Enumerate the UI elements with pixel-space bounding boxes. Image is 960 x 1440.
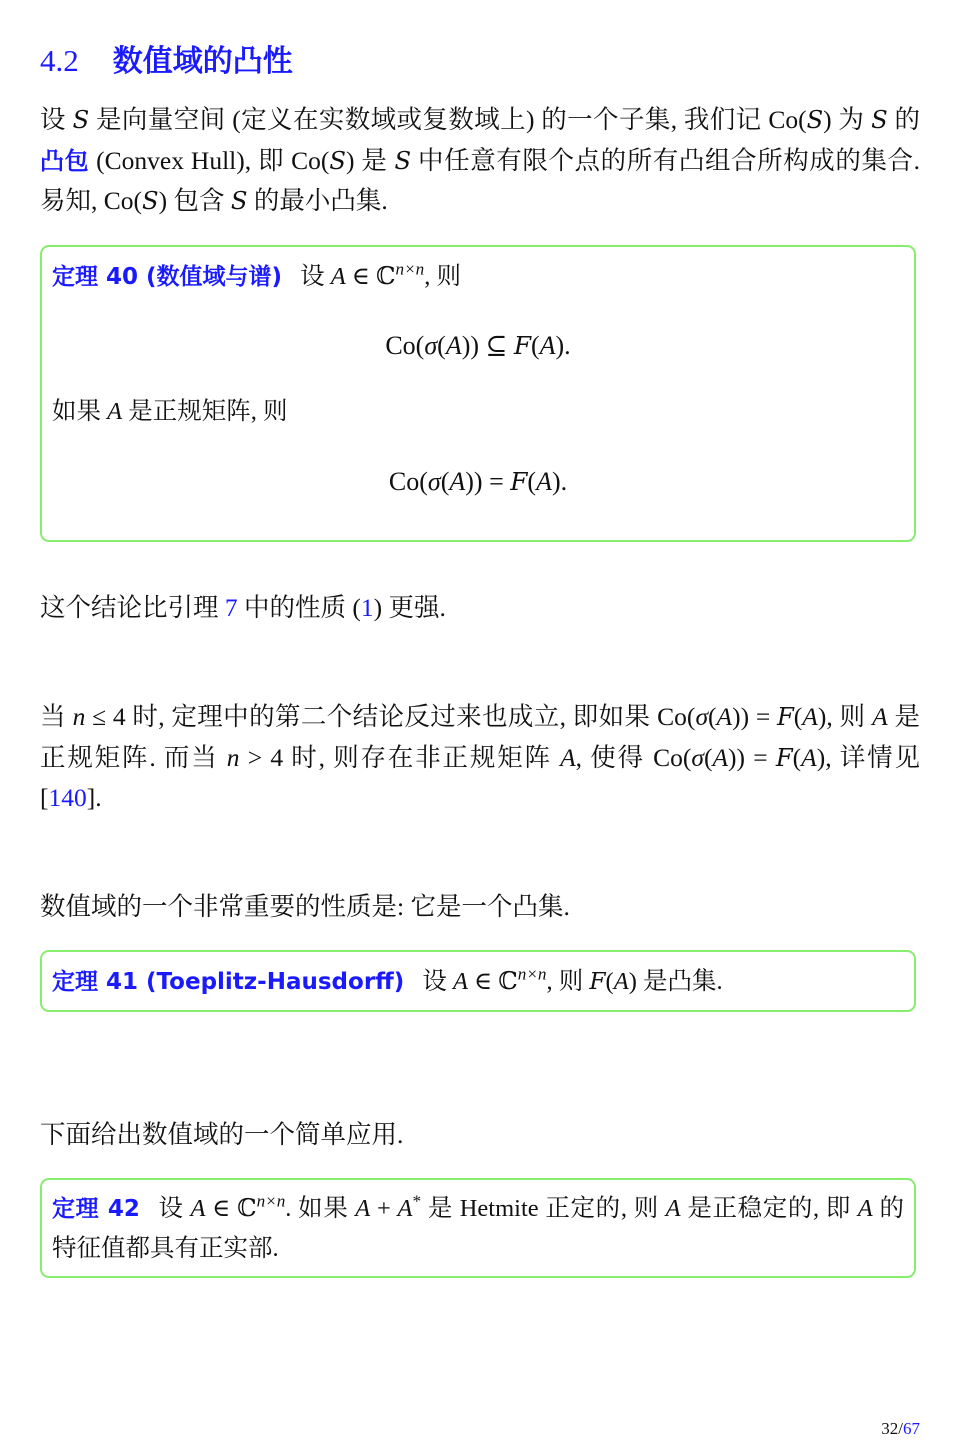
math-sigma: σ [695, 702, 709, 731]
text: ) 是 [345, 145, 395, 175]
section-number: 4.2 [40, 43, 79, 78]
math-a: A [539, 331, 556, 360]
text: 当 [40, 702, 73, 731]
text: ) 更强. [373, 593, 446, 622]
text: 的特征值都具有正实部. [52, 1195, 905, 1262]
text: 这个结论比引理 [40, 593, 225, 622]
text: 是正稳定的, 即 [680, 1195, 858, 1222]
label-text: 定理 42 [52, 1196, 140, 1222]
math-sigma: σ [691, 742, 704, 772]
math-a: A [452, 968, 468, 995]
math-set-s: S [871, 106, 888, 134]
math-f: F [775, 743, 793, 772]
text: 设 [40, 105, 73, 134]
text: )) = [732, 702, 777, 731]
text: > 4 时, 则存在非正规矩阵 [239, 742, 561, 772]
math-in: ∈ [467, 968, 499, 995]
math-a: A [802, 702, 818, 731]
converse-paragraph [40, 697, 920, 819]
math-plus: + [370, 1195, 398, 1222]
total-pages-link[interactable]: 67 [903, 1419, 920, 1438]
math-sigma: σ [427, 467, 441, 496]
text: ) 是凸集. [628, 968, 723, 995]
math-sup: n×n [517, 964, 547, 984]
current-page: 32 [881, 1419, 899, 1438]
eq-text: )) = [465, 467, 511, 496]
citation-link[interactable]: 140 [48, 783, 87, 812]
eq-text: ). [551, 467, 568, 496]
section-heading [40, 38, 293, 85]
lemma-link[interactable]: 7 [224, 593, 238, 622]
text: )) = [728, 742, 776, 772]
math-a: A [613, 968, 629, 995]
math-complex: ℂ [498, 966, 518, 995]
math-set-s: S [142, 187, 159, 215]
text: 如果 [52, 398, 108, 425]
math-a: A [872, 702, 888, 731]
math-a: A [716, 702, 733, 731]
math-a: A [445, 331, 462, 360]
math-set-s: S [72, 106, 90, 134]
text: ]. [86, 783, 102, 812]
math-f: F [510, 467, 528, 496]
page-separator: / [898, 1419, 903, 1438]
math-a: A [712, 742, 729, 772]
text: ( [792, 742, 802, 772]
text: ), 则 [817, 702, 873, 731]
theorem-40-statement [52, 261, 904, 292]
math-n: n [72, 702, 86, 731]
math-a: A [355, 1195, 371, 1222]
math-a: A [330, 263, 346, 290]
text: 是正规矩阵. 而当 [40, 702, 920, 772]
math-a: A [107, 398, 123, 425]
text: 设 [300, 263, 331, 290]
text: ( [793, 702, 803, 731]
convexity-intro: 数值域的一个非常重要的性质是: 它是一个凸集. [40, 892, 570, 921]
theorem-41-box [40, 950, 916, 1012]
math-f: F [776, 703, 794, 731]
text: 设 [157, 1195, 191, 1222]
theorem-42-statement [52, 1188, 904, 1269]
text: ≤ 4 时, 定理中的第二个结论反过来也成立, 即如果 Co( [85, 702, 696, 731]
math-set-s: S [329, 146, 346, 175]
eq-text: ( [708, 702, 717, 731]
eq-text: ( [703, 742, 713, 772]
math-sup: n×n [256, 1191, 286, 1211]
theorem-40-condition [52, 397, 904, 427]
theorem-40-equation-2 [42, 465, 914, 499]
math-complex: ℂ [237, 1193, 257, 1222]
eq-text: ( [437, 331, 446, 360]
theorem-41-label [52, 968, 404, 995]
eq-text: Co( [388, 467, 428, 496]
math-a: A [665, 1195, 681, 1222]
math-f: F [589, 968, 606, 995]
section-title: 数值域的凸性 [112, 44, 293, 79]
text: 的 [887, 105, 920, 134]
math-a: A [536, 467, 552, 496]
text: 中任意有限个点的所有凸组合所构成的集合. 易知, Co( [40, 145, 920, 215]
theorem-40-equation-1 [42, 329, 914, 363]
theorem-40-box [40, 245, 916, 542]
text: ) 为 [823, 105, 872, 134]
eq-text: ( [605, 968, 614, 995]
math-a: A [857, 1195, 873, 1222]
math-a: A [801, 742, 817, 772]
text: 的最小凸集. [247, 186, 388, 215]
page-number [881, 1418, 920, 1440]
eq-text: ( [530, 331, 540, 360]
eq-text: )) ⊆ [461, 331, 514, 360]
text: 是正规矩阵, 则 [122, 398, 288, 425]
math-complex: ℂ [376, 261, 396, 290]
eq-text: ( [527, 467, 537, 496]
label-name: 数值域与谱 [156, 264, 272, 290]
text: 设 [422, 968, 453, 995]
math-set-s: S [394, 146, 412, 175]
text: ) 包含 [158, 186, 231, 215]
math-sigma: σ [424, 331, 438, 360]
math-set-s: S [230, 187, 248, 215]
eq-text: ( [440, 467, 450, 496]
math-f: F [513, 331, 531, 360]
text: 是向量空间 (定义在实数域或复数域上) 的一个子集, 我们记 Co( [89, 105, 807, 134]
intro-paragraph [40, 100, 920, 222]
property-link[interactable]: 1 [360, 593, 374, 622]
theorem-41-statement [52, 966, 904, 997]
math-sup: n×n [395, 259, 425, 279]
math-a: A [190, 1195, 206, 1222]
math-star: * [412, 1191, 422, 1211]
label-close: ) [271, 264, 283, 290]
math-a: A [560, 742, 576, 772]
label-text: 定理 41 (Toeplitz-Hausdorff) [52, 969, 405, 995]
text: , 则 [546, 968, 590, 995]
math-in: ∈ [205, 1195, 238, 1222]
text: . 如果 [285, 1195, 356, 1222]
math-in: ∈ [345, 263, 377, 290]
convex-hull-link[interactable]: 凸包 [40, 146, 90, 175]
math-set-s: S [806, 106, 824, 134]
text: 是 Hetmite 正定的, 则 [421, 1195, 666, 1222]
theorem-42-label [52, 1195, 140, 1222]
theorem-40-label [52, 263, 282, 290]
label-number: 定理 40 ( [52, 264, 157, 290]
application-intro: 下面给出数值域的一个简单应用. [40, 1120, 404, 1149]
text: , 则 [424, 263, 462, 290]
math-a: A [449, 467, 466, 496]
text: ), 详情见 [ [40, 742, 920, 812]
eq-text: ). [555, 331, 571, 360]
text: (Convex Hull), 即 Co( [89, 145, 330, 175]
text: , 使得 Co( [575, 742, 692, 772]
theorem-42-box [40, 1178, 916, 1278]
text: 中的性质 ( [237, 593, 361, 622]
math-n: n [226, 742, 240, 772]
remark-paragraph [40, 588, 920, 629]
eq-text: Co( [385, 331, 425, 360]
math-a: A [397, 1195, 413, 1222]
